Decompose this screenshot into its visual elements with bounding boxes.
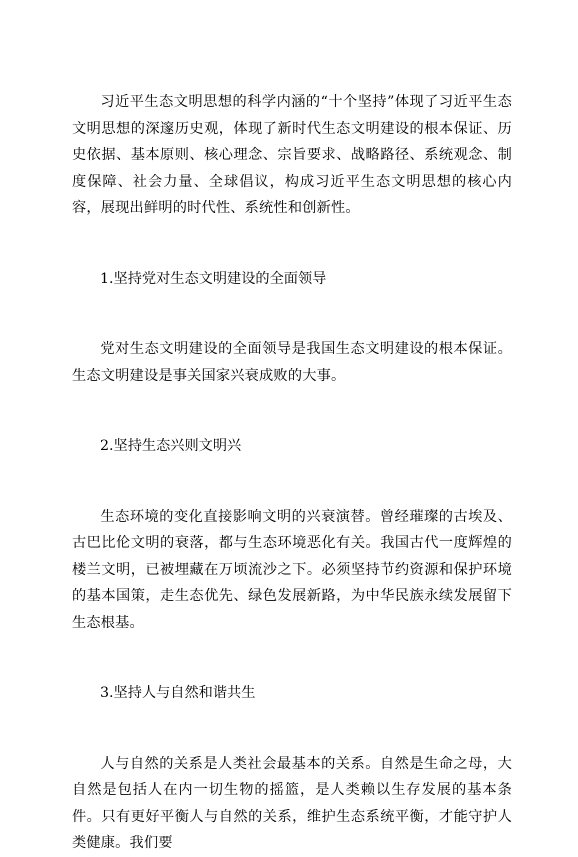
- section-heading-3: 3.坚持人与自然和谐共生: [100, 685, 256, 701]
- intro-paragraph: 习近平生态文明思想的科学内涵的“十个坚持”体现了习近平生态文明思想的深邃历史观，体现了新时代生态文明建设的根本保证、历史依据、基本原则、核心理念、宗旨要求、战略路径、系统观念、制度保障、社会力量、全球倡议，构成习近平生态文明思想的核心内容，展现出鲜明的时代性、系统性和创新性。: [72, 94, 512, 216]
- spacer: [72, 389, 512, 433]
- section-heading-1: 1.坚持党对生态文明建设的全面领导: [100, 270, 327, 287]
- section-body-3: 人与自然的关系是人类社会最基本的关系。自然是生命之母，大自然是包括人在内一切生物的摇篮，是人类赖以生存发展的基本条件。只有更好平衡人与自然的关系，维护生态系统平衡，才能守护人类健康。我们要: [72, 755, 512, 851]
- spacer: [72, 707, 512, 751]
- spacer: [72, 292, 512, 336]
- section-body-1: 党对生态文明建设的全面领导是我国生态文明建设的根本保证。生态文明建设是事关国家兴衰成败的大事。: [72, 341, 512, 384]
- spacer: [72, 222, 512, 266]
- document-page: [72, 89, 512, 857]
- section-body-2: 生态环境的变化直接影响文明的兴衰演替。曾经璀璨的古埃及、古巴比伦文明的衰落，都与生态环境恶化有关。我国古代一度辉煌的楼兰文明，已被埋藏在万顷流沙之下。必须坚持节约资源和保护环境的基本国策，走生态优先、绿色发展新路，为中华民族永续发展留下生态根基。: [72, 508, 512, 631]
- spacer: [72, 460, 512, 504]
- section-heading-2: 2.坚持生态兴则文明兴: [100, 438, 242, 454]
- spacer: [72, 636, 512, 680]
